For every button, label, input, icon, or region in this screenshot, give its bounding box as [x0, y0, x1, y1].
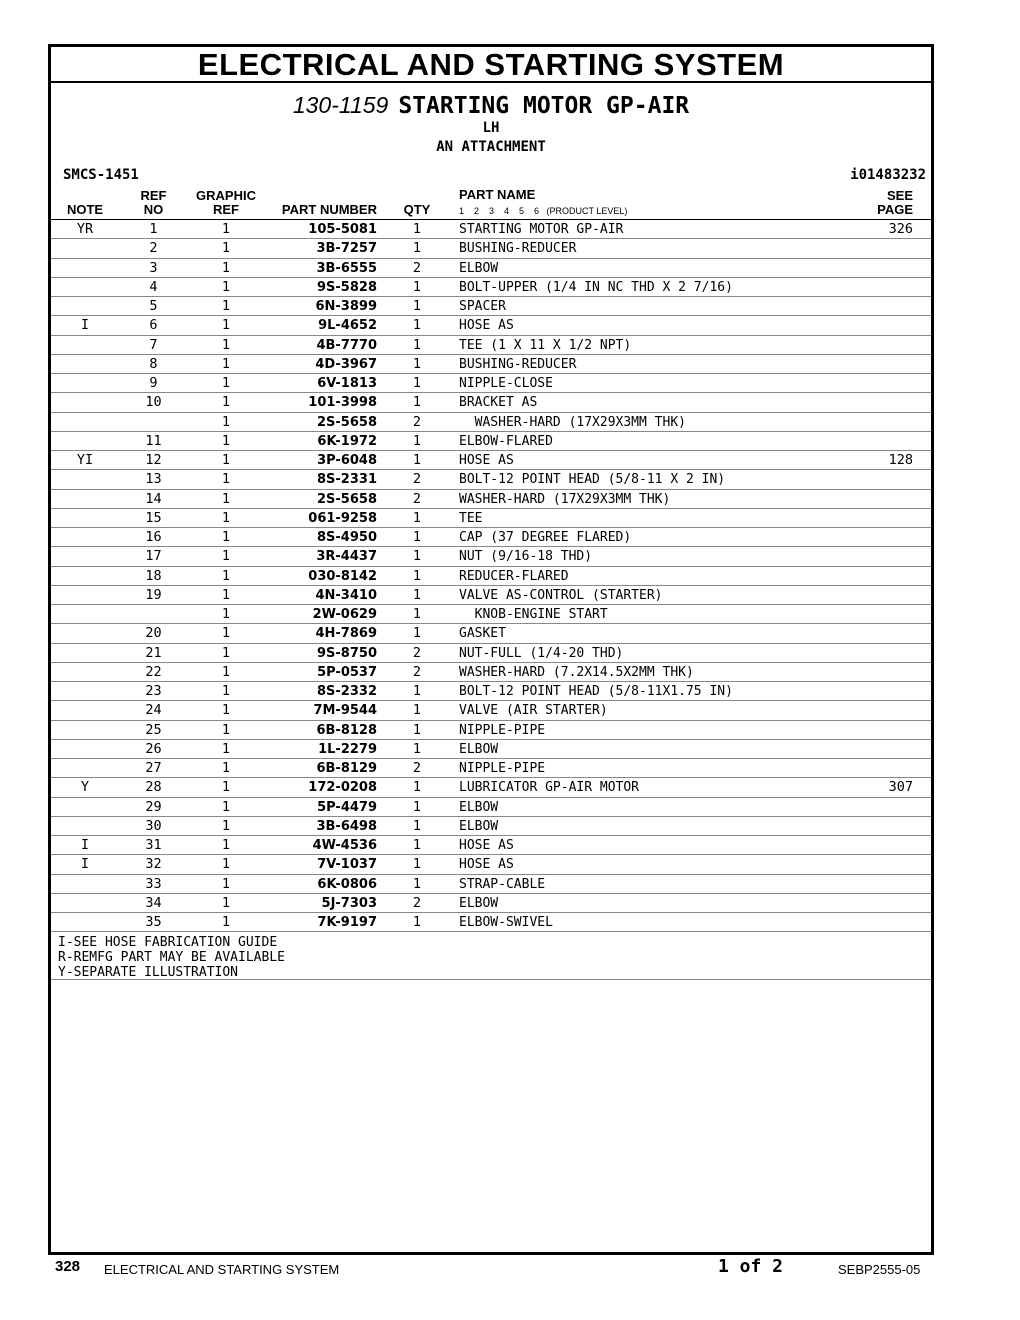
cell-part-name: STARTING MOTOR GP-AIR	[459, 222, 624, 237]
cell-ref-no: 2	[149, 240, 158, 257]
cell-part-number: 9S-8750	[317, 645, 377, 661]
cell-ref-no: 5	[149, 298, 158, 314]
table-row	[51, 393, 931, 412]
note-line: Y-SEPARATE ILLUSTRATION	[58, 965, 239, 981]
cell-part-name: SPACER	[459, 299, 506, 314]
cell-ref-no: 26	[145, 740, 162, 757]
cell-part-number: 6B-8128	[316, 722, 377, 738]
table-row	[51, 759, 931, 778]
cell-ref-no: 25	[145, 721, 162, 738]
cell-ref-no: 30	[145, 817, 162, 834]
cell-part-name: ELBOW	[459, 895, 499, 911]
table-row	[51, 894, 931, 913]
cell-qty: 1	[412, 548, 422, 565]
cell-ref-no: 15	[145, 509, 162, 526]
cell-graphic-ref: 1	[221, 509, 231, 526]
note-line: I-SEE HOSE FABRICATION GUIDE	[58, 935, 278, 951]
cell-part-number: 172-0208	[308, 780, 377, 796]
page-title: ELECTRICAL AND STARTING SYSTEM	[51, 47, 931, 83]
cell-part-number: 5P-0537	[317, 664, 377, 680]
table-row	[51, 778, 931, 797]
cell-qty: 1	[412, 298, 422, 314]
cell-ref-no: 29	[145, 798, 162, 815]
cell-note: YI	[76, 452, 94, 468]
cell-part-number: 4D-3967	[315, 356, 377, 372]
cell-ref-no: 23	[145, 683, 162, 699]
cell-ref-no: 9	[149, 375, 158, 391]
cell-qty: 1	[412, 740, 422, 757]
cell-graphic-ref: 1	[221, 394, 231, 411]
cell-ref-no: 10	[145, 394, 162, 411]
cell-ref-no: 11	[145, 432, 162, 449]
cell-part-name: BOLT-12 POINT HEAD (5/8-11 X 2 IN)	[459, 472, 726, 488]
cell-part-name: BRACKET AS	[459, 395, 538, 411]
cell-graphic-ref: 1	[221, 586, 231, 603]
cell-graphic-ref: 1	[221, 548, 231, 565]
cell-qty: 1	[412, 914, 422, 930]
col-part-name: PART NAME	[459, 187, 536, 202]
cell-graphic-ref: 1	[221, 375, 231, 391]
cell-graphic-ref: 1	[221, 779, 231, 796]
cell-ref-no: 20	[145, 625, 162, 642]
cell-qty: 1	[412, 240, 422, 257]
table-row	[51, 413, 931, 432]
table-row	[51, 624, 931, 643]
cell-graphic-ref: 1	[221, 798, 231, 815]
cell-graphic-ref: 1	[221, 278, 231, 295]
col-see-1: SEE	[886, 188, 913, 203]
cell-ref-no: 24	[145, 702, 162, 719]
cell-part-name: VALVE AS-CONTROL (STARTER)	[459, 587, 663, 603]
cell-graphic-ref: 1	[221, 567, 231, 584]
cell-graphic-ref: 1	[221, 837, 231, 853]
cell-part-number: 2W-0629	[312, 607, 377, 622]
cell-part-number: 3B-6498	[316, 818, 377, 834]
cell-ref-no: 13	[145, 471, 162, 488]
cell-graphic-ref: 1	[221, 760, 231, 776]
cell-ref-no: 6	[149, 317, 158, 334]
cell-part-number: 9S-5828	[317, 279, 377, 295]
cell-ref-no: 31	[145, 837, 162, 853]
cell-part-number: 7K-9197	[317, 915, 377, 930]
col-ref-1: REF	[140, 188, 167, 203]
cell-part-name: HOSE AS	[459, 453, 514, 468]
table-row	[51, 605, 931, 624]
group-name: STARTING MOTOR GP-AIR	[398, 93, 690, 119]
cell-part-name: NUT-FULL (1/4-20 THD)	[459, 645, 624, 661]
footer-page-number: 328	[55, 1258, 81, 1275]
cell-graphic-ref: 1	[221, 875, 231, 892]
cell-part-number: 6V-1813	[317, 376, 377, 391]
cell-qty: 1	[412, 317, 422, 334]
table-row	[51, 374, 931, 393]
notes-block	[51, 932, 931, 980]
cell-part-number: 5P-4479	[317, 799, 377, 815]
cell-part-number: 3R-4437	[316, 549, 377, 565]
col-note: NOTE	[66, 202, 104, 217]
cell-part-number: 2S-5658	[317, 414, 377, 430]
cell-ref-no: 8	[149, 355, 158, 372]
cell-qty: 1	[412, 798, 422, 815]
cell-part-number: 6K-0806	[317, 876, 377, 892]
id-line	[51, 163, 931, 185]
cell-part-number: 8S-2331	[317, 472, 377, 488]
cell-note: YR	[76, 221, 94, 237]
table-row	[51, 239, 931, 258]
cell-qty: 1	[412, 779, 422, 796]
cell-note: I	[80, 856, 90, 873]
cell-part-number: 6B-8129	[316, 761, 377, 776]
cell-part-name: BOLT-12 POINT HEAD (5/8-11X1.75 IN)	[459, 684, 733, 699]
cell-qty: 2	[412, 663, 422, 680]
cell-part-number: 4N-3410	[315, 587, 377, 603]
cell-part-name: ELBOW	[459, 260, 499, 276]
cell-graphic-ref: 1	[221, 298, 231, 314]
cell-part-number: 4H-7869	[315, 626, 377, 642]
table-row	[51, 836, 931, 855]
cell-part-number: 7M-9544	[313, 703, 377, 719]
table-row	[51, 855, 931, 874]
table-row	[51, 798, 931, 817]
cell-part-number: 105-5081	[308, 222, 377, 237]
cell-qty: 1	[412, 702, 422, 719]
cell-ref-no: 32	[145, 856, 162, 873]
table-row	[51, 451, 931, 470]
cell-graphic-ref: 1	[221, 529, 231, 545]
cell-graphic-ref: 1	[221, 663, 231, 680]
cell-part-name: WASHER-HARD (7.2X14.5X2MM THK)	[459, 664, 694, 680]
col-ref-2: NO	[143, 202, 164, 217]
cell-ref-no: 7	[149, 336, 158, 353]
table-row	[51, 817, 931, 836]
cell-graphic-ref: 1	[221, 856, 231, 873]
cell-graphic-ref: 1	[221, 355, 231, 372]
cell-part-name: NIPPLE-PIPE	[459, 761, 546, 776]
col-part-number: PART NUMBER	[281, 202, 377, 217]
cell-graphic-ref: 1	[221, 914, 231, 930]
cell-part-number: 030-8142	[308, 568, 377, 584]
cell-graphic-ref: 1	[221, 740, 231, 757]
table-row	[51, 913, 931, 932]
cell-graphic-ref: 1	[221, 221, 231, 237]
cell-qty: 1	[412, 625, 422, 642]
table-row	[51, 528, 931, 547]
cell-part-number: 6N-3899	[315, 299, 377, 314]
col-qty: QTY	[403, 202, 431, 217]
cell-ref-no: 35	[145, 914, 162, 930]
cell-see-page: 128	[888, 452, 913, 468]
cell-part-number: 3P-6048	[317, 453, 377, 468]
cell-part-number: 4B-7770	[316, 337, 377, 353]
cell-ref-no: 4	[149, 278, 158, 295]
cell-part-name: NUT (9/16-18 THD)	[459, 549, 593, 565]
cell-qty: 1	[412, 221, 422, 237]
table-row	[51, 509, 931, 528]
cell-graphic-ref: 1	[221, 490, 231, 507]
cell-qty: 1	[412, 375, 422, 391]
cell-part-name: BUSHING-REDUCER	[459, 241, 577, 257]
cell-part-name: WASHER-HARD (17X29X3MM THK)	[459, 491, 671, 507]
footer-page-of: 1 of 2	[718, 1256, 784, 1277]
cell-qty: 1	[412, 567, 422, 584]
cell-part-name: LUBRICATOR GP-AIR MOTOR	[459, 780, 640, 796]
group-title	[51, 92, 931, 119]
group-line3: AN ATTACHMENT	[436, 139, 546, 155]
cell-see-page: 307	[888, 779, 913, 796]
col-graphic-1: GRAPHIC	[196, 188, 256, 203]
table-row	[51, 336, 931, 355]
cell-part-number: 3B-7257	[316, 241, 377, 257]
illustration-id: i01483232	[850, 167, 926, 183]
cell-see-page: 326	[888, 221, 913, 237]
cell-qty: 2	[412, 644, 422, 661]
cell-graphic-ref: 1	[221, 471, 231, 488]
cell-part-name: HOSE AS	[459, 318, 514, 334]
cell-graphic-ref: 1	[221, 644, 231, 661]
cell-part-name: NIPPLE-CLOSE	[459, 376, 553, 391]
cell-part-name: CAP (37 DEGREE FLARED)	[459, 530, 632, 545]
cell-qty: 1	[412, 721, 422, 738]
cell-note: I	[80, 317, 90, 334]
cell-qty: 1	[412, 837, 422, 853]
cell-qty: 1	[412, 586, 422, 603]
cell-qty: 1	[412, 394, 422, 411]
table-row	[51, 547, 931, 566]
footer-section: ELECTRICAL AND STARTING SYSTEM	[104, 1262, 340, 1277]
cell-graphic-ref: 1	[221, 336, 231, 353]
group-line2: LH	[482, 120, 500, 136]
table-row	[51, 875, 931, 894]
cell-graphic-ref: 1	[221, 432, 231, 449]
cell-graphic-ref: 1	[221, 721, 231, 738]
table-row	[51, 316, 931, 335]
table-row	[51, 259, 931, 278]
cell-graphic-ref: 1	[221, 606, 231, 622]
cell-ref-no: 21	[145, 644, 162, 661]
group-part-number: 130-1159	[292, 92, 389, 118]
cell-part-number: 1L-2279	[318, 741, 377, 757]
cell-qty: 1	[412, 817, 422, 834]
table-row	[51, 644, 931, 663]
cell-part-name: GASKET	[459, 626, 506, 642]
cell-part-name: REDUCER-FLARED	[459, 568, 569, 584]
table-row	[51, 490, 931, 509]
table-row	[51, 721, 931, 740]
table-row	[51, 470, 931, 489]
cell-graphic-ref: 1	[221, 702, 231, 719]
table-row	[51, 567, 931, 586]
cell-ref-no: 1	[149, 221, 158, 237]
cell-note: Y	[80, 779, 90, 796]
cell-part-name: TEE	[459, 510, 483, 526]
cell-part-number: 5J-7303	[321, 895, 377, 911]
cell-part-name: ELBOW-FLARED	[459, 433, 553, 449]
cell-part-name: BOLT-UPPER (1/4 IN NC THD X 2 7/16)	[459, 279, 733, 295]
cell-qty: 1	[412, 452, 422, 468]
cell-part-name: STRAP-CABLE	[459, 876, 546, 892]
cell-graphic-ref: 1	[221, 894, 231, 911]
page-frame	[48, 44, 934, 1255]
cell-qty: 2	[412, 413, 422, 430]
cell-qty: 1	[412, 875, 422, 892]
cell-ref-no: 3	[149, 259, 158, 276]
cell-graphic-ref: 1	[221, 413, 231, 430]
cell-part-name: HOSE AS	[459, 857, 514, 873]
cell-ref-no: 19	[145, 586, 162, 603]
cell-part-number: 061-9258	[308, 510, 377, 526]
cell-part-name: VALVE (AIR STARTER)	[459, 703, 608, 719]
cell-part-number: 4W-4536	[312, 838, 377, 853]
cell-ref-no: 12	[145, 452, 162, 468]
cell-graphic-ref: 1	[221, 625, 231, 642]
cell-qty: 2	[412, 490, 422, 507]
cell-part-number: 6K-1972	[317, 433, 377, 449]
cell-part-number: 8S-4950	[317, 530, 377, 545]
cell-qty: 2	[412, 259, 422, 276]
cell-part-number: 7V-1037	[317, 857, 377, 873]
table-row	[51, 586, 931, 605]
cell-part-name: ELBOW	[459, 799, 499, 815]
cell-ref-no: 27	[145, 760, 162, 776]
cell-ref-no: 18	[145, 567, 162, 584]
cell-part-number: 3B-6555	[316, 260, 377, 276]
table-header	[51, 185, 931, 220]
cell-graphic-ref: 1	[221, 259, 231, 276]
col-see-2: PAGE	[877, 202, 913, 217]
cell-ref-no: 28	[145, 779, 162, 796]
cell-qty: 1	[412, 529, 422, 545]
smcs-code: SMCS-1451	[63, 167, 139, 183]
cell-qty: 1	[412, 856, 422, 873]
cell-ref-no: 34	[145, 894, 162, 911]
table-row	[51, 355, 931, 374]
cell-qty: 1	[412, 509, 422, 526]
footer-doc-id: SEBP2555-05	[838, 1262, 921, 1277]
cell-graphic-ref: 1	[221, 317, 231, 334]
col-product-level: 1 2 3 4 5 6 (PRODUCT LEVEL)	[459, 206, 628, 216]
cell-graphic-ref: 1	[221, 683, 231, 699]
cell-qty: 1	[412, 683, 422, 699]
cell-part-number: 101-3998	[308, 395, 377, 411]
table-row	[51, 740, 931, 759]
cell-graphic-ref: 1	[221, 240, 231, 257]
cell-part-number: 9L-4652	[318, 318, 377, 334]
cell-qty: 2	[412, 471, 422, 488]
parts-table-body	[51, 220, 931, 932]
cell-part-name: TEE (1 X 11 X 1/2 NPT)	[459, 337, 632, 353]
cell-part-name: HOSE AS	[459, 838, 514, 853]
cell-qty: 2	[412, 760, 422, 776]
note-line: R-REMFG PART MAY BE AVAILABLE	[58, 950, 285, 966]
cell-part-name: BUSHING-REDUCER	[459, 356, 577, 372]
cell-part-number: 8S-2332	[317, 684, 377, 699]
cell-graphic-ref: 1	[221, 452, 231, 468]
table-row	[51, 297, 931, 316]
table-row	[51, 432, 931, 451]
cell-part-name: KNOB-ENGINE START	[459, 607, 608, 622]
cell-ref-no: 16	[145, 529, 162, 545]
col-graphic-2: REF	[213, 202, 239, 217]
cell-ref-no: 22	[145, 663, 162, 680]
cell-part-name: NIPPLE-PIPE	[459, 722, 546, 738]
cell-qty: 1	[412, 278, 422, 295]
cell-qty: 1	[412, 355, 422, 372]
cell-note: I	[80, 837, 90, 853]
cell-part-name: ELBOW-SWIVEL	[459, 915, 553, 930]
cell-qty: 2	[412, 894, 422, 911]
cell-ref-no: 14	[145, 490, 162, 507]
table-row	[51, 220, 931, 239]
cell-graphic-ref: 1	[221, 817, 231, 834]
cell-qty: 1	[412, 336, 422, 353]
table-row	[51, 278, 931, 297]
cell-part-name: ELBOW	[459, 818, 499, 834]
table-row	[51, 663, 931, 682]
cell-part-number: 2S-5658	[317, 491, 377, 507]
cell-part-name: WASHER-HARD (17X29X3MM THK)	[459, 414, 686, 430]
cell-qty: 1	[412, 432, 422, 449]
cell-ref-no: 17	[145, 548, 162, 565]
cell-qty: 1	[412, 606, 422, 622]
table-row	[51, 701, 931, 720]
cell-part-name: ELBOW	[459, 741, 499, 757]
table-row	[51, 682, 931, 701]
cell-ref-no: 33	[145, 875, 162, 892]
